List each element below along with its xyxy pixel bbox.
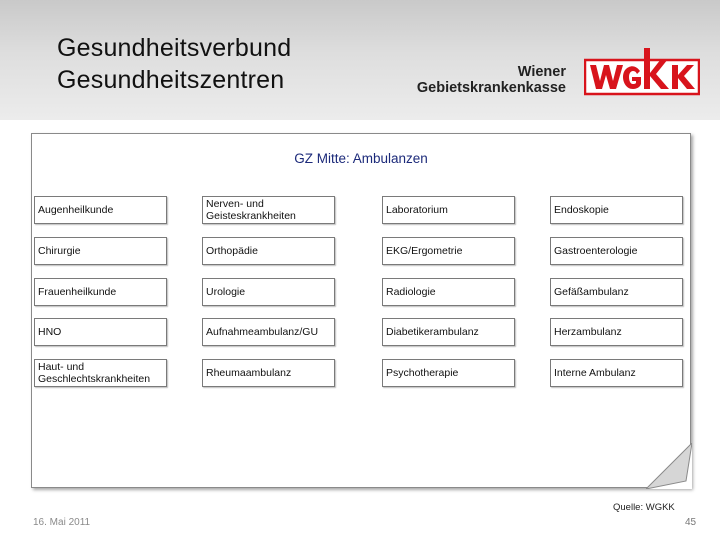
brand-name [417, 64, 566, 96]
ambulanzen-panel [31, 133, 691, 488]
ambulanz-box: Laboratorium [382, 196, 515, 224]
ambulanz-box: Orthopädie [202, 237, 335, 265]
ambulanz-box: Interne Ambulanz [550, 359, 683, 387]
panel-title: GZ Mitte: Ambulanzen [294, 151, 428, 166]
footer-date: 16. Mai 2011 [33, 517, 91, 528]
ambulanz-box: Urologie [202, 278, 335, 306]
ambulanz-box: Aufnahmeambulanz/GU [202, 318, 335, 346]
brand-line-1: Wiener [517, 64, 566, 80]
wgkk-logo [584, 46, 700, 96]
brand-line-2: Gebietskrankenkasse [416, 80, 566, 96]
ambulanz-box: EKG/Ergometrie [382, 237, 515, 265]
header-band [0, 0, 720, 120]
title-line-1: Gesundheitsverbund [57, 34, 292, 62]
source-note: Quelle: WGKK [613, 502, 675, 513]
ambulanz-box: Endoskopie [550, 196, 683, 224]
ambulanz-box: Diabetikerambulanz [382, 318, 515, 346]
ambulanz-box: Augenheilkunde [34, 196, 167, 224]
ambulanz-box: Chirurgie [34, 237, 167, 265]
title-line-2: Gesundheitszentren [57, 66, 285, 94]
ambulanz-box: HNO [34, 318, 167, 346]
ambulanz-box: Nerven- und Geisteskrankheiten [202, 196, 335, 224]
ambulanz-box: Haut- und Geschlechtskrankheiten [34, 359, 167, 387]
ambulanz-box: Frauenheilkunde [34, 278, 167, 306]
ambulanz-box: Herzambulanz [550, 318, 683, 346]
page-number: 45 [685, 517, 697, 528]
page-curl-icon [646, 443, 692, 489]
ambulanz-box: Radiologie [382, 278, 515, 306]
ambulanz-box: Gastroenterologie [550, 237, 683, 265]
ambulanz-box: Rheumaambulanz [202, 359, 335, 387]
ambulanz-box: Gefäßambulanz [550, 278, 683, 306]
ambulanz-box: Psychotherapie [382, 359, 515, 387]
